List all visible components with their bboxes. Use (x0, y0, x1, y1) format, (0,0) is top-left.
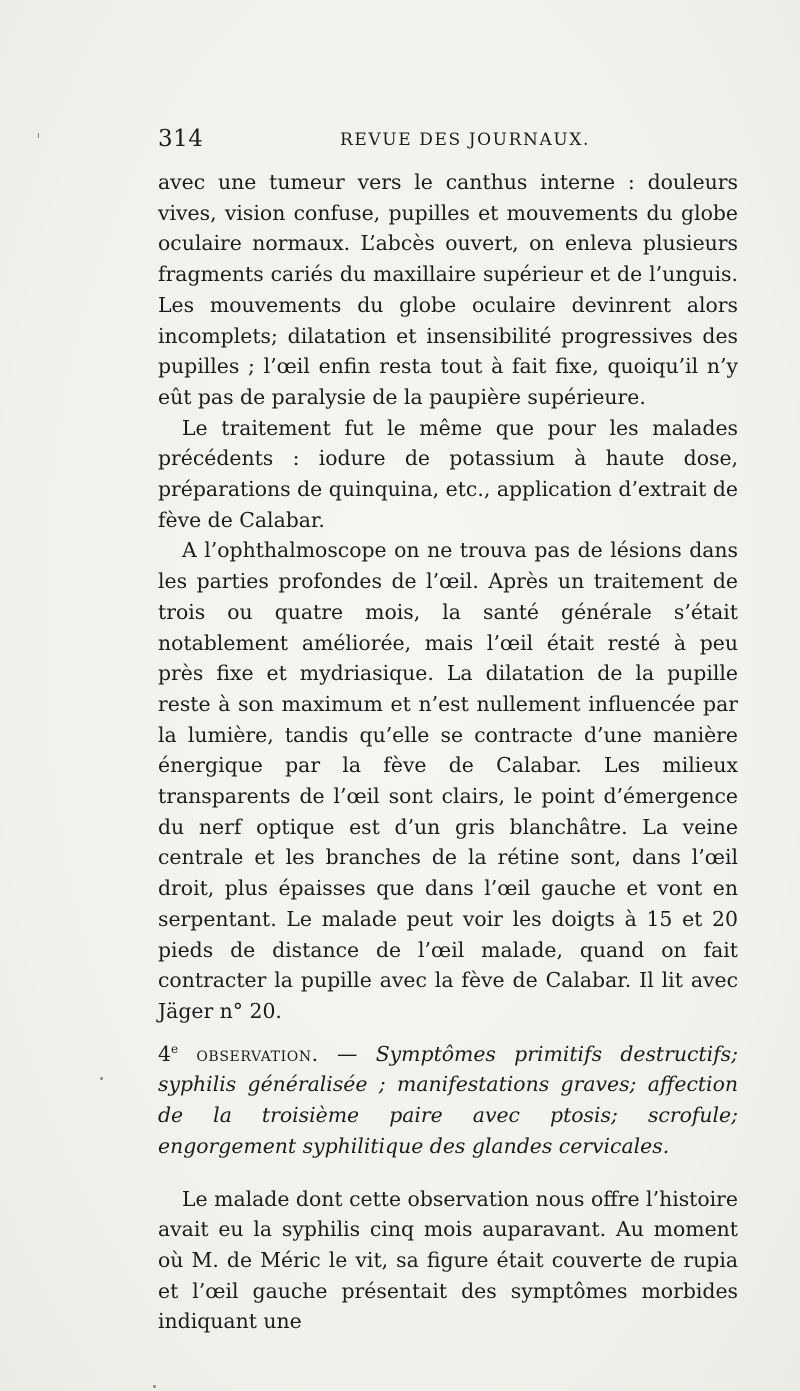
page-number: 314 (158, 126, 204, 152)
observation-title: Symptômes primitifs destructifs; syphilis généralisée ; manifestations graves; affection de la troisième paire avec ptosis; scrofule; engorgement syphilitique des glandes cervicales. (158, 1041, 738, 1158)
observation-dash: — (318, 1041, 376, 1066)
observation-label: observation. (196, 1041, 319, 1066)
paragraph-case-history: Le malade dont cette observation nous offre l’histoire avait eu la syphilis cinq mois auparavant. Au moment où M. de Méric le vit, sa figure était couverte de rupia et l’œil gauche présentait des symptômes morbides indiquant une (158, 1186, 738, 1334)
margin-speck (153, 1385, 156, 1388)
running-head: REVUE DES JOURNAUX. (340, 130, 590, 150)
paragraph-continuation: avec une tumeur vers le canthus interne : douleurs vives, vision confuse, pupilles et mouvements du globe oculaire normaux. L’abcès ouvert, on enleva plusieurs fragments cariés du maxillaire supérieur et de l’unguis. Les mouvements du globe oculaire devinrent alors incomplets; dilatation et insensibilité progressives des pupilles ; l’œil enfin resta tout à fait fixe, quoiqu’il n’y eût pas de paralysie de la paupière supérieure. (158, 170, 738, 409)
paragraph-ophthalmoscope: A l’ophthalmoscope on ne trouva pas de lésions dans les parties profondes de l’œil. Après un traitement de trois ou quatre mois, la santé générale s’était notablement améliorée, mais l’œil était resté à peu près fixe et mydriasique. La dilatation de la pupille reste à son maximum et n’est nullement influencée par la lumière, tandis qu’elle se contracte d’une manière énergique par la fève de Calabar. Les milieux transparents de l’œil sont clairs, le point d’émergence du nerf optique est d’un gris blanchâtre. La veine centrale et les branches de la rétine sont, dans l’œil droit, plus épaisses que dans l’œil gauche et vont en serpentant. Le malade peut voir les doigts à 15 et 20 pieds de distance de l’œil malade, quand on fait contracter la pupille avec la fève de Calabar. Il lit avec Jäger n° 20. (158, 538, 738, 1023)
margin-speck (38, 133, 39, 138)
observation-heading (158, 1039, 738, 1162)
margin-speck (100, 1077, 103, 1080)
observation-number: 4 (158, 1041, 171, 1066)
body-text (158, 167, 738, 1337)
observation-number-superscript: e (170, 1041, 179, 1056)
page-header (158, 126, 738, 156)
paragraph-treatment: Le traitement fut le même que pour les malades précédents : iodure de potassium à haute dose, préparations de quinquina, etc., application d’extrait de fève de Calabar. (158, 415, 738, 532)
